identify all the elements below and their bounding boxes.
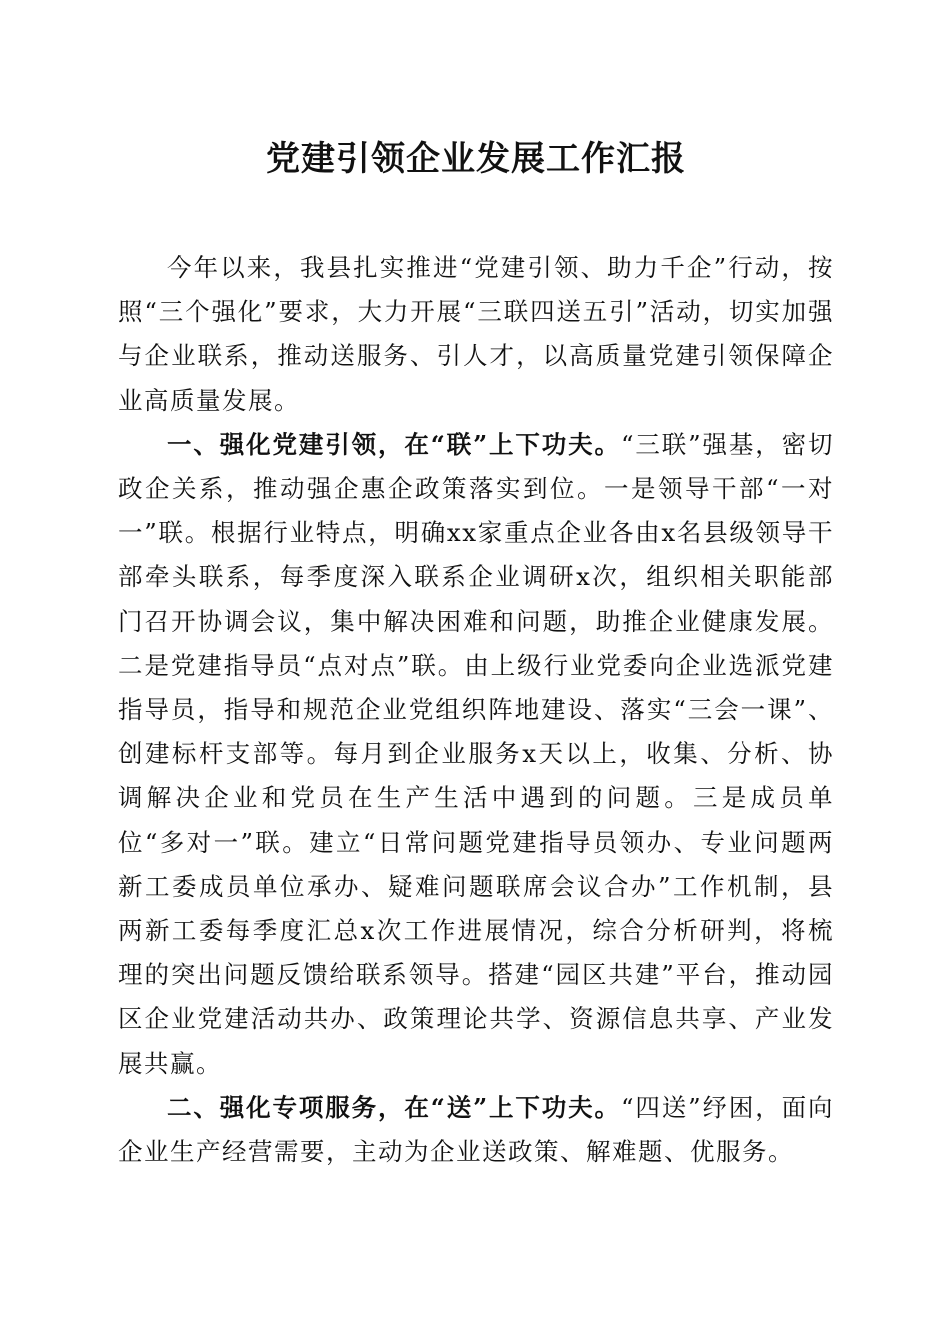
document-page	[118, 128, 834, 1174]
section-1-body: “三联”强基，密切政企关系，推动强企惠企政策落实到位。一是领导干部“一对一”联。根据行业特点，明确xx家重点企业各由x名县级领导干部牵头联系，每季度深入联系企业调研x次，组织相关职能部门召开协调会议，集中解决困难和问题，助推企业健康发展。二是党建指导员“点对点”联。由上级行业党委向企业选派党建指导员，指导和规范企业党组织阵地建设、落实“三会一课”、创建标杆支部等。每月到企业服务x天以上，收集、分析、协调解决企业和党员在生产生活中遇到的问题。三是成员单位“多对一”联。建立“日常问题党建指导员领办、专业问题两新工委成员单位承办、疑难问题联席会议合办”工作机制，县两新工委每季度汇总x次工作进展情况，综合分析研判，将梳理的突出问题反馈给联系领导。搭建“园区共建”平台，推动园区企业党建活动共办、政策理论共学、资源信息共享、产业发展共赢。	[118, 429, 834, 1078]
section-1-paragraph	[118, 423, 834, 1086]
document-title: 党建引领企业发展工作汇报	[266, 139, 686, 179]
section-2-paragraph	[118, 1086, 834, 1174]
section-2-heading: 二、强化专项服务，在“送”上下功夫。	[167, 1092, 621, 1122]
section-2-body: “四送”纾困，面向企业生产经营需要，主动为企业送政策、解难题、优服务。	[118, 1092, 834, 1167]
intro-paragraph: 今年以来，我县扎实推进“党建引领、助力千企”行动，按照“三个强化”要求，大力开展“三联四送五引”活动，切实加强与企业联系，推动送服务、引人才，以高质量党建引领保障企业高质量发展。	[118, 253, 834, 415]
section-1-heading: 一、强化党建引领，在“联”上下功夫。	[167, 429, 621, 459]
